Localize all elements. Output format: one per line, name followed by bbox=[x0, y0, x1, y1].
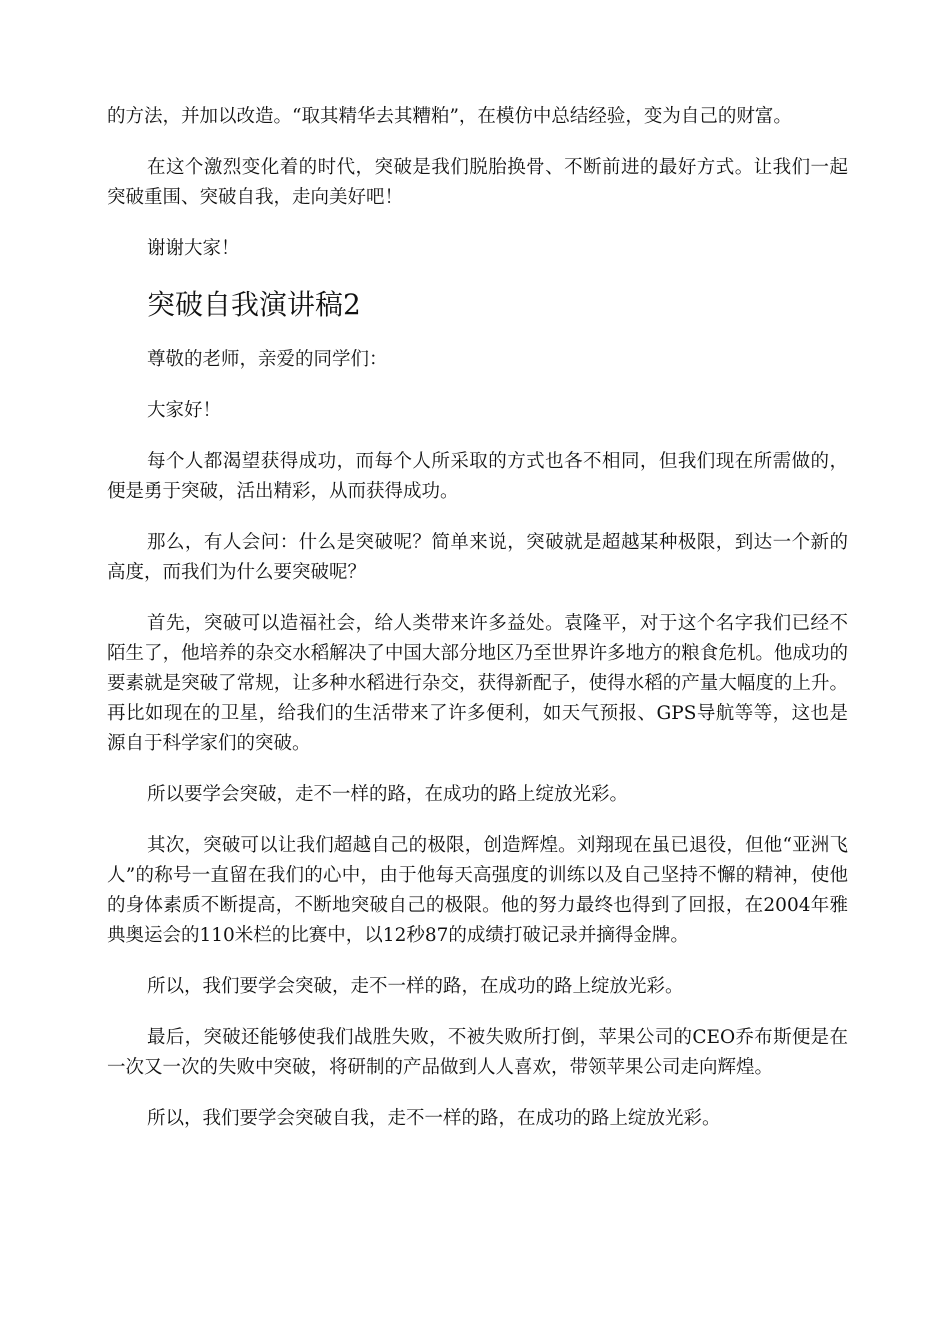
section-title: 突破自我演讲稿2 bbox=[147, 288, 361, 321]
paragraph-greeting: 大家好！ bbox=[147, 400, 222, 421]
paragraph-conclusion: 在这个激烈变化着的时代，突破是我们脱胎换骨、不断前进的最好方式。让我们一起突破重围、突破自我，走向美好吧！ bbox=[107, 157, 848, 208]
paragraph-opening: 每个人都渴望获得成功，而每个人所采取的方式也各不相同，但我们现在所需做的，便是勇于突破，活出精彩，从而获得成功。 bbox=[107, 451, 848, 502]
paragraph-continuation: 的方法，并加以改造。“取其精华去其糟粕”，在模仿中总结经验，变为自己的财富。 bbox=[107, 106, 792, 127]
paragraph-refrain-2: 所以，我们要学会突破，走不一样的路，在成功的路上绽放光彩。 bbox=[147, 976, 684, 997]
paragraph-thanks: 谢谢大家！ bbox=[147, 238, 240, 259]
paragraph-second-point: 其次，突破可以让我们超越自己的极限，创造辉煌。刘翔现在虽已退役，但他“亚洲飞人”的称号一直留在我们的心中，由于他每天高强度的训练以及自己坚持不懈的精神，使他的身体素质不断提高，不断地突破自己的极限。他的努力最终也得到了回报，在2004年雅典奥运会的110米栏的比赛中，以12秒87的成绩打破记录并摘得金牌。 bbox=[107, 835, 848, 946]
paragraph-refrain-3: 所以，我们要学会突破自我，走不一样的路，在成功的路上绽放光彩。 bbox=[147, 1108, 721, 1129]
paragraph-first-point: 首先，突破可以造福社会，给人类带来许多益处。袁隆平，对于这个名字我们已经不陌生了，他培养的杂交水稻解决了中国大部分地区乃至世界许多地方的粮食危机。他成功的要素就是突破了常规，让多种水稻进行杂交，获得新配子，使得水稻的产量大幅度的上升。再比如现在的卫星，给我们的生活带来了许多便利，如天气预报、GPS导航等等，这也是源自于科学家们的突破。 bbox=[107, 613, 848, 754]
document-body bbox=[107, 102, 848, 1155]
paragraph-salutation: 尊敬的老师，亲爱的同学们： bbox=[147, 349, 388, 370]
paragraph-question: 那么，有人会问：什么是突破呢？简单来说，突破就是超越某种极限，到达一个新的高度，而我们为什么要突破呢？ bbox=[107, 532, 848, 583]
paragraph-third-point: 最后，突破还能够使我们战胜失败，不被失败所打倒，苹果公司的CEO乔布斯便是在一次又一次的失败中突破，将研制的产品做到人人喜欢，带领苹果公司走向辉煌。 bbox=[107, 1027, 848, 1078]
paragraph-refrain-1: 所以要学会突破，走不一样的路，在成功的路上绽放光彩。 bbox=[147, 784, 629, 805]
